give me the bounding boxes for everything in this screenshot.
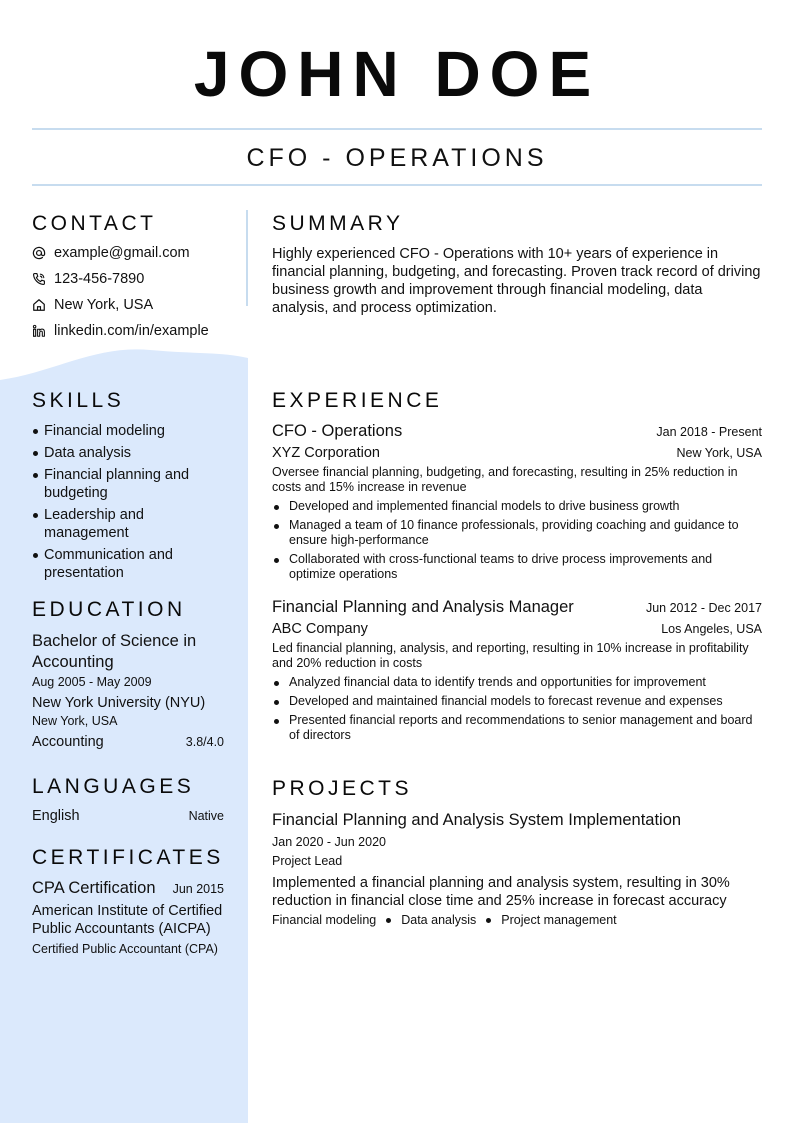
experience-bullet: Analyzed financial data to identify trends and opportunities for improvement — [272, 675, 762, 690]
experience-bullets — [272, 499, 762, 582]
contact-heading: CONTACT — [32, 212, 157, 235]
experience-title-row — [272, 598, 762, 617]
education-location: New York, USA — [32, 714, 118, 728]
header-bottom-rule — [32, 184, 762, 186]
education-heading: EDUCATION — [32, 598, 186, 621]
column-divider — [246, 210, 248, 306]
education-gpa: 3.8/4.0 — [185, 735, 224, 749]
contact-phone[interactable] — [32, 266, 224, 292]
experience-bullet: Managed a team of 10 finance professionals, providing coaching and guidance to ensure high-performance — [272, 518, 762, 548]
experience-entry — [272, 422, 762, 582]
summary-heading: SUMMARY — [272, 212, 404, 235]
skill-item: Data analysis — [32, 444, 224, 462]
skills-heading: SKILLS — [32, 389, 125, 412]
at-sign-icon — [32, 246, 46, 260]
project-tag: Project management — [501, 913, 617, 927]
certificates-section — [32, 845, 224, 958]
header-top-rule — [32, 128, 762, 130]
projects-heading: PROJECTS — [272, 777, 413, 800]
contact-section — [32, 211, 224, 344]
experience-company: ABC Company — [272, 621, 368, 637]
education-section — [32, 597, 224, 750]
contact-linkedin[interactable] — [32, 318, 224, 344]
contact-phone-text: 123-456-7890 — [54, 271, 145, 287]
experience-description: Oversee financial planning, budgeting, and forecasting, resulting in 25% reduction in costs and 15% increase in revenue — [272, 465, 738, 494]
experience-section — [272, 388, 762, 747]
certificate-row — [32, 879, 224, 898]
experience-title: Financial Planning and Analysis Manager — [272, 598, 574, 616]
project-role: Project Lead — [272, 854, 343, 868]
experience-bullet: Collaborated with cross-functional teams to drive process improvements and optimize operations — [272, 552, 762, 582]
education-gpa-row — [32, 734, 224, 750]
language-name: English — [32, 808, 80, 824]
contact-email[interactable] — [32, 240, 224, 266]
experience-company-row — [272, 445, 762, 461]
experience-dates: Jun 2012 - Dec 2017 — [645, 601, 762, 615]
experience-location: Los Angeles, USA — [661, 622, 762, 636]
languages-section — [32, 774, 224, 824]
skills-section — [32, 388, 224, 586]
project-tag: Data analysis — [401, 913, 477, 927]
projects-section — [272, 776, 762, 927]
experience-bullet: Developed and maintained financial models to forecast revenue and expenses — [272, 694, 762, 709]
summary-section — [272, 211, 762, 317]
project-tag: Financial modeling — [272, 913, 377, 927]
project-tags — [272, 913, 762, 927]
language-level: Native — [188, 809, 224, 823]
skill-item: Leadership and management — [32, 506, 224, 542]
linkedin-icon — [32, 324, 46, 338]
phone-icon — [32, 272, 46, 286]
skills-list — [32, 422, 224, 582]
experience-dates: Jan 2018 - Present — [656, 425, 762, 439]
certificate-credential: Certified Public Accountant (CPA) — [32, 942, 218, 956]
contact-location — [32, 292, 224, 318]
experience-bullet: Presented financial reports and recommendations to senior management and board of directors — [272, 713, 762, 743]
experience-heading: EXPERIENCE — [272, 389, 443, 412]
contact-linkedin-text: linkedin.com/in/example — [54, 323, 209, 339]
summary-text: Highly experienced CFO - Operations with 10+ years of experience in financial planning, budgeting, and forecasting. Proven track record of driving business growth and improvement through financial modeling, data analysis, and process optimization. — [272, 246, 761, 316]
experience-bullet: Developed and implemented financial models to drive business growth — [272, 499, 762, 514]
tag-separator-dot — [386, 918, 391, 923]
education-field: Accounting — [32, 734, 104, 750]
tag-separator-dot — [486, 918, 491, 923]
home-icon — [32, 298, 46, 312]
job-title: CFO - OPERATIONS — [246, 144, 548, 172]
skill-item: Financial planning and budgeting — [32, 466, 224, 502]
education-school: New York University (NYU) — [32, 695, 206, 711]
certificate-date: Jun 2015 — [172, 882, 224, 896]
contact-location-text: New York, USA — [54, 297, 154, 313]
certificate-name: CPA Certification — [32, 879, 156, 897]
skill-item: Communication and presentation — [32, 546, 224, 582]
education-degree: Bachelor of Science in Accounting — [32, 632, 197, 671]
experience-title-row — [272, 422, 762, 441]
experience-company: XYZ Corporation — [272, 445, 380, 461]
contact-email-text: example@gmail.com — [54, 245, 190, 261]
experience-title: CFO - Operations — [272, 422, 403, 440]
experience-company-row — [272, 621, 762, 637]
project-description: Implemented a financial planning and analysis system, resulting in 30% reduction in financial close time and 25% increase in forecast accuracy — [272, 875, 730, 909]
language-row — [32, 808, 224, 824]
project-title: Financial Planning and Analysis System Implementation — [272, 811, 682, 829]
certificates-heading: CERTIFICATES — [32, 846, 224, 869]
certificate-issuer: American Institute of Certified Public Accountants (AICPA) — [32, 903, 223, 937]
experience-location: New York, USA — [676, 446, 762, 460]
experience-description: Led financial planning, analysis, and reporting, resulting in 10% increase in profitability and 20% reduction in costs — [272, 641, 749, 670]
candidate-name: JOHN DOE — [193, 38, 601, 110]
experience-entry — [272, 598, 762, 743]
languages-heading: LANGUAGES — [32, 775, 195, 798]
project-dates: Jan 2020 - Jun 2020 — [272, 835, 386, 849]
education-dates: Aug 2005 - May 2009 — [32, 675, 152, 689]
skill-item: Financial modeling — [32, 422, 224, 440]
experience-bullets — [272, 675, 762, 743]
